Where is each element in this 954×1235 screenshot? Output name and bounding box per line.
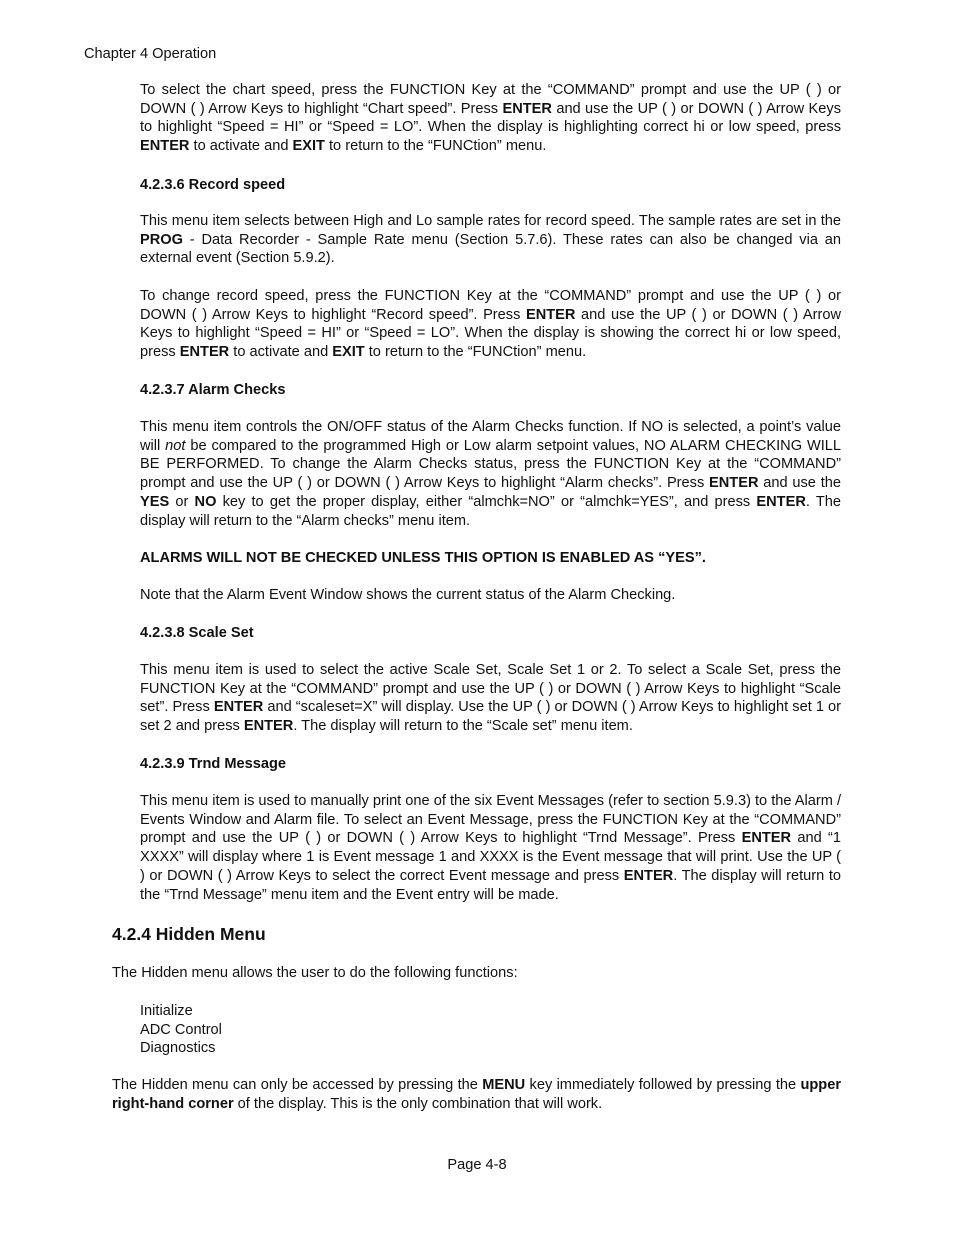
- alarm-warning: ALARMS WILL NOT BE CHECKED UNLESS THIS OPTION IS ENABLED AS “YES”.: [140, 550, 706, 566]
- hidden-menu-access-paragraph: The Hidden menu can only be accessed by pressing the MENU key immediately followed by pressing the upper right-hand corner of the display. This is the only combination that will work.: [112, 1077, 842, 1112]
- hidden-menu-list: [140, 1002, 222, 1058]
- section-heading-hidden-menu: 4.2.4 Hidden Menu: [112, 924, 266, 944]
- scale-set-paragraph: This menu item is used to select the active Scale Set, Scale Set 1 or 2. To select a Scale Set, press the FUNCTION Key at the “COMMAND” prompt and use the UP ( ) or DOWN ( ) Arrow Keys to highlight “Scale set”. Press ENTER and “scaleset=X” will display. Use the UP ( ) or DOWN ( ) Arrow Keys to highlight set 1 or set 2 and press ENTER. The display will return to the “Scale set” menu item.: [140, 662, 841, 735]
- intro-paragraph: To select the chart speed, press the FUNCTION Key at the “COMMAND” prompt and use the UP ( ) or DOWN ( ) Arrow Keys to highlight “Chart speed”. Press ENTER and use the UP ( ) or DOWN ( ) Arrow Keys to highlight “Speed = HI” or “Speed = LO”. When the display is highlighting correct hi or low speed, press ENTER to activate and EXIT to return to the “FUNCtion” menu.: [140, 82, 841, 155]
- alarm-checks-paragraph: This menu item controls the ON/OFF status of the Alarm Checks function. If NO is selected, a point’s value will not be compared to the programmed High or Low alarm setpoint values, NO ALARM CHECKING WILL BE PERFORMED. To change the Alarm Checks status, press the FUNCTION Key at the “COMMAND” prompt and use the UP ( ) or DOWN ( ) Arrow Keys to highlight “Alarm checks”. Press ENTER and use the YES or NO key to get the proper display, either “almchk=NO” or “almchk=YES”, and press ENTER. The display will return to the “Alarm checks” menu item.: [140, 419, 842, 529]
- record-speed-paragraph-1: This menu item selects between High and Lo sample rates for record speed. The sample rates are set in the PROG - Data Recorder - Sample Rate menu (Section 5.7.6). These rates can also be changed via an external event (Section 5.9.2).: [140, 213, 841, 267]
- list-item: Diagnostics: [140, 1040, 216, 1057]
- section-heading-trnd-message: 4.2.3.9 Trnd Message: [140, 756, 287, 772]
- trnd-message-paragraph: This menu item is used to manually print one of the six Event Messages (refer to section 5.9.3) to the Alarm / Events Window and Alarm file. To select an Event Message, press the FUNCTION Key at the “COMMAND” prompt and use the UP ( ) or DOWN ( ) Arrow Keys to highlight “Trnd Message”. Press ENTER and “1 XXXX” will display where 1 is Event message 1 and XXXX is the Event message that will print. Use the UP ( ) or DOWN ( ) Arrow Keys to select the correct Event message and press ENTER. The display will return to the “Trnd Message” menu item and the Event entry will be made.: [140, 793, 841, 903]
- list-item: ADC Control: [140, 1021, 222, 1038]
- running-header: Chapter 4 Operation: [84, 46, 217, 62]
- section-heading-record-speed: 4.2.3.6 Record speed: [140, 177, 286, 193]
- section-heading-alarm-checks: 4.2.3.7 Alarm Checks: [140, 382, 286, 398]
- hidden-menu-intro: The Hidden menu allows the user to do the following functions:: [112, 965, 518, 981]
- record-speed-paragraph-2: To change record speed, press the FUNCTION Key at the “COMMAND” prompt and use the UP ( ) or DOWN ( ) Arrow Keys to highlight “Record speed”. Press ENTER and use the UP ( ) or DOWN ( ) Arrow Keys to highlight “Speed = HI” or “Speed = LO”. When the display is showing the correct hi or low speed, press ENTER to activate and EXIT to return to the “FUNCtion” menu.: [140, 288, 841, 361]
- alarm-note: Note that the Alarm Event Window shows the current status of the Alarm Checking.: [140, 587, 676, 603]
- page-number: Page 4-8: [447, 1157, 507, 1173]
- list-item: Initialize: [140, 1003, 193, 1019]
- section-heading-scale-set: 4.2.3.8 Scale Set: [140, 625, 254, 641]
